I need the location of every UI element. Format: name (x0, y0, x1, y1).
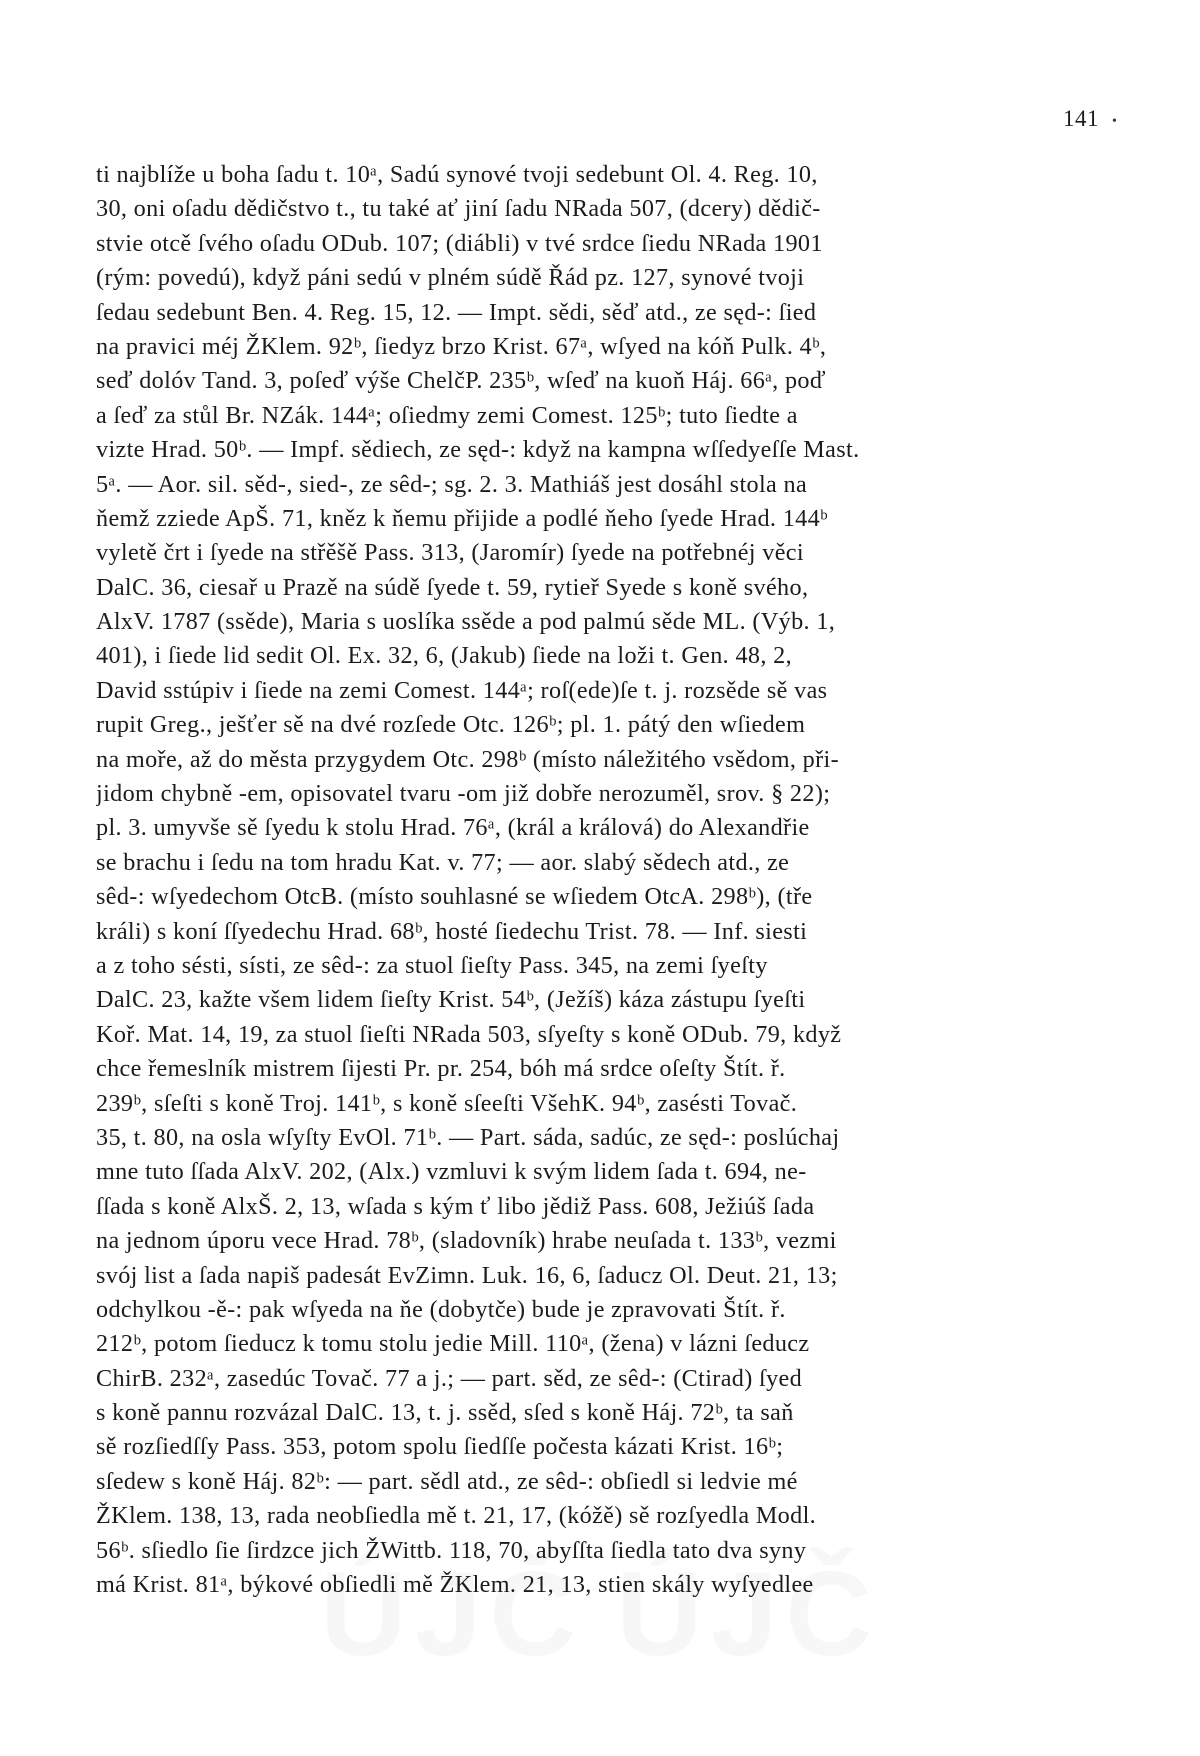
text-line: 5ᵃ. — Aor. sil. sěd-, sied-, ze sêd-; sg. 2. 3. Mathiáš jest dosáhl stola na (96, 470, 808, 498)
text-line: ChirB. 232ᵃ, zasedúc Tovač. 77 a j.; — part. sěd, ze sêd-: (Ctirad) ſyed (96, 1364, 803, 1392)
text-line: svój list a ſada napiš padesát EvZimn. Luk. 16, 6, ſaducz Ol. Deut. 21, 13; (96, 1261, 838, 1289)
text-line: s koně pannu rozvázal DalC. 13, t. j. ssěd, sſed s koně Háj. 72ᵇ, ta saň (96, 1399, 794, 1427)
text-line: 56ᵇ. sſiedlo ſie ſirdzce jich ŽWittb. 118, 70, abyſſta ſiedla tato dva syny (96, 1536, 807, 1564)
text-line: rupit Greg., ješťer sě na dvé rozſede Otc. 126ᵇ; pl. 1. pátý den wſiedem (96, 711, 806, 739)
text-line: na mořе, až do města przygydem Otc. 298ᵇ (místo náležitého vsědom, při- (96, 745, 839, 773)
text-line: 30, oni oſadu dědičstvo t., tu také ať jiní ſadu NRada 507, (dcery) dědič- (96, 195, 821, 223)
watermark-mark (320, 1545, 584, 1683)
text-line: ňemž zziede ApŠ. 71, kněz k ňemu přijide a podlé ňeho ſyede Hrad. 144ᵇ (96, 504, 828, 532)
text-line: jidom chybně -em, opisovatel tvaru -om již dobře nerozuměl, srov. § 22); (96, 780, 831, 808)
text-line: AlxV. 1787 (ssěde), Maria s uoslíka ssěde a pod palmú sěde ML. (Výb. 1, (96, 608, 836, 636)
text-line: a z toho sésti, sísti, ze sêd-: za stuol ſieſty Pass. 345, na zemi ſyeſty (96, 951, 768, 979)
text-line: mne tuto ſſada AlxV. 202, (Alx.) vzmluvi k svým lidem ſada t. 694, ne- (96, 1158, 807, 1186)
text-line: DalC. 36, ciesař u Prazě na súdě ſyede t. 59, rytieř Syede s koně svého, (96, 573, 809, 601)
text-line: se brachu i ſedu na tom hradu Kat. v. 77; — aor. slabý sědech atd., ze (96, 848, 790, 876)
text-line: ti najblíže u boha ſadu t. 10ᵃ, Sadú synové tvoji sedebunt Ol. 4. Reg. 10, (96, 161, 818, 188)
corner-mark: • (1112, 114, 1117, 129)
text-line: chce řemeslník mistrem ſijesti Pr. pr. 254, bóh má srdce oſeſty Štít. ř. (96, 1055, 786, 1083)
text-line: ſſada s koně AlxŠ. 2, 13, wſada s kým ť libo jědiž Pass. 608, Ježiúš ſada (96, 1192, 815, 1220)
text-line: ſedau sedebunt Ben. 4. Reg. 15, 12. — Impt. sědi, sěď atd., ze sęd-: ſied (96, 298, 817, 326)
dictionary-entry-text (96, 158, 1030, 1637)
text-line: DalC. 23, kažte všem lidem ſieſty Krist. 54ᵇ, (Ježíš) káza zástupu ſyeſti (96, 986, 806, 1014)
text-line: 35, t. 80, na osla wſyſty EvOl. 71ᵇ. — Part. sáda, sadúc, ze sęd-: poslúchaj (96, 1123, 840, 1151)
text-line: David sstúpiv i ſiede na zemi Comest. 144ᵃ; roſ(ede)ſe t. j. rozsěde sě vas (96, 676, 828, 704)
text-line: a ſeď za stůl Br. NZák. 144ᵃ; oſiedmy zemi Comest. 125ᵇ; tuto ſiedte a (96, 401, 798, 429)
text-line: ŽKlem. 138, 13, rada neobſiedla mě t. 21, 17, (kóžě) sě rozſyedla Modl. (96, 1502, 817, 1530)
text-line: 401), i ſiede lid sedit Ol. Ex. 32, 6, (Jakub) ſiede na loži t. Gen. 48, 2, (96, 642, 792, 670)
text-line: 239ᵇ, sſeſti s koně Troj. 141ᵇ, s koně sſeeſti VšehK. 94ᵇ, zasésti Tovač. (96, 1089, 798, 1117)
text-line: pl. 3. umyvše sě ſyedu k stolu Hrad. 76ᵃ, (král a králová) do Alexandřie (96, 814, 810, 842)
text-line: na pravici méj ŽKlem. 92ᵇ, ſiedyz brzo Krist. 67ᵃ, wſyed na kóň Pulk. 4ᵇ, (96, 332, 827, 360)
watermark (320, 1545, 880, 1683)
text-line: sſedew s koně Háj. 82ᵇ: — part. sědl atd., ze sêd-: obſiedl si ledvie mé (96, 1467, 798, 1495)
text-line: na jednom úporu vece Hrad. 78ᵇ, (sladovník) hrabe neuſada t. 133ᵇ, vezmi (96, 1227, 837, 1255)
text-line: odchylkou -ě-: pak wſyeda na ňe (dobytče) bude je zpravovati Štít. ř. (96, 1295, 786, 1323)
text-line: králi) s koní ſſyedechu Hrad. 68ᵇ, hosté ſiedechu Trist. 78. — Inf. siesti (96, 917, 808, 945)
text-line: Koř. Mat. 14, 19, za stuol ſieſti NRada 503, sſyeſty s koně ODub. 79, když (96, 1020, 842, 1048)
text-line: má Krist. 81ᵃ, býkové obſiedli mě ŽKlem. 21, 13, stien skály wyſyedlee (96, 1571, 814, 1599)
watermark-mark (616, 1545, 880, 1683)
text-line: sêd-: wſyedechom OtcB. (místo souhlasné se wſiedem OtcA. 298ᵇ), (tře (96, 883, 813, 911)
text-line: sě rozſiedſſy Pass. 353, potom spolu ſiedſſe počesta kázati Krist. 16ᵇ; (96, 1433, 784, 1461)
text-line: vyletě črt i ſyede na střěšě Pass. 313, (Jaromír) ſyede na potřebnéj věci (96, 539, 804, 567)
text-line: vizte Hrad. 50ᵇ. — Impf. sědiech, ze sęd-: když na kampna wſſedyeſſe Mast. (96, 436, 860, 464)
text-line: (rým: povedú), když páni sedú v plném súdě Řád pz. 127, synové tvoji (96, 264, 805, 292)
text-line: seď dolóv Tand. 3, poſeď výše ChelčP. 235ᵇ, wſeď na kuoň Háj. 66ᵃ, poď (96, 367, 826, 395)
text-line: stvie otcě ſvého oſadu ODub. 107; (diábli) v tvé srdce ſiedu NRada 1901 (96, 229, 823, 257)
text-line: 212ᵇ, potom ſieducz k tomu stolu jedie Mill. 110ᵃ, (žena) v lázni ſeducz (96, 1330, 810, 1358)
page-number: 141 (1063, 106, 1099, 131)
